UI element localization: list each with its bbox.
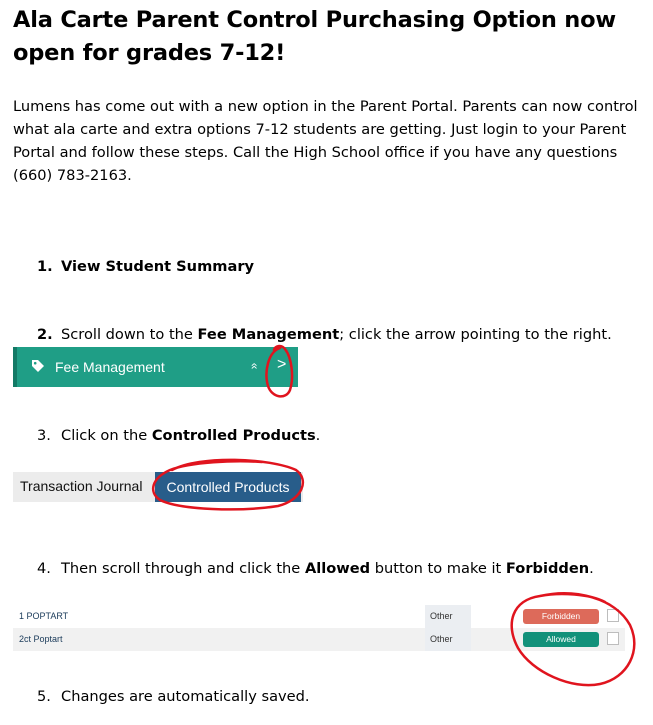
forbidden-button[interactable]: Forbidden [523, 609, 599, 624]
step-4-bold2: Forbidden [505, 560, 590, 577]
step-2-bold: Fee Management [197, 326, 340, 343]
step-1-text: View Student Summary [61, 258, 255, 275]
product-name: 2ct Poptart [19, 634, 63, 644]
step-4-bold: Allowed [304, 560, 371, 577]
step-3 [37, 426, 320, 446]
step-1 [37, 257, 254, 277]
page-title: Ala Carte Parent Control Purchasing Option now open for grades 7-12! [13, 7, 616, 66]
step-1-number: 1. [37, 258, 53, 275]
step-4-number: 4. [37, 560, 51, 577]
step-4 [37, 559, 594, 579]
row-checkbox[interactable] [607, 609, 619, 622]
tab-controlled-products[interactable]: Controlled Products [155, 472, 301, 502]
table-row [13, 628, 625, 651]
step-3-bold: Controlled Products [151, 427, 316, 444]
step-3-number: 3. [37, 427, 51, 444]
chevron-right-icon[interactable]: > [277, 356, 287, 373]
products-table [13, 605, 625, 651]
product-category: Other [425, 628, 471, 651]
step-5-number: 5. [37, 688, 51, 705]
step-2-pre: Scroll down to the [61, 326, 198, 343]
step-3-pre: Click on the [61, 427, 152, 444]
step-2 [37, 325, 612, 345]
row-checkbox[interactable] [607, 632, 619, 645]
step-5 [37, 687, 310, 707]
collapse-icon[interactable]: » [246, 362, 261, 370]
tab-strip [13, 472, 303, 502]
product-category: Other [425, 605, 471, 628]
step-4-mid: button to make it [370, 560, 506, 577]
step-5-text: Changes are automatically saved. [61, 688, 310, 705]
product-name: 1 POPTART [19, 611, 69, 621]
allowed-button[interactable]: Allowed [523, 632, 599, 647]
step-2-post: ; click the arrow pointing to the right. [339, 326, 612, 343]
tag-icon [31, 359, 45, 373]
step-4-pre: Then scroll through and click the [61, 560, 305, 577]
fee-management-label: Fee Management [55, 359, 165, 375]
step-3-post: . [315, 427, 321, 444]
tab-transaction-journal[interactable]: Transaction Journal [20, 478, 143, 494]
step-4-post: . [589, 560, 594, 577]
intro-paragraph: Lumens has come out with a new option in the Parent Portal. Parents can now control what ala carte and extra options 7-12 students are getting. Just login to your Parent Portal and follow these steps. Call the High School office if you have any questions (660) 783-2163. [13, 98, 638, 184]
step-2-number: 2. [37, 326, 53, 343]
table-row [13, 605, 625, 629]
fee-management-bar[interactable] [13, 347, 298, 387]
